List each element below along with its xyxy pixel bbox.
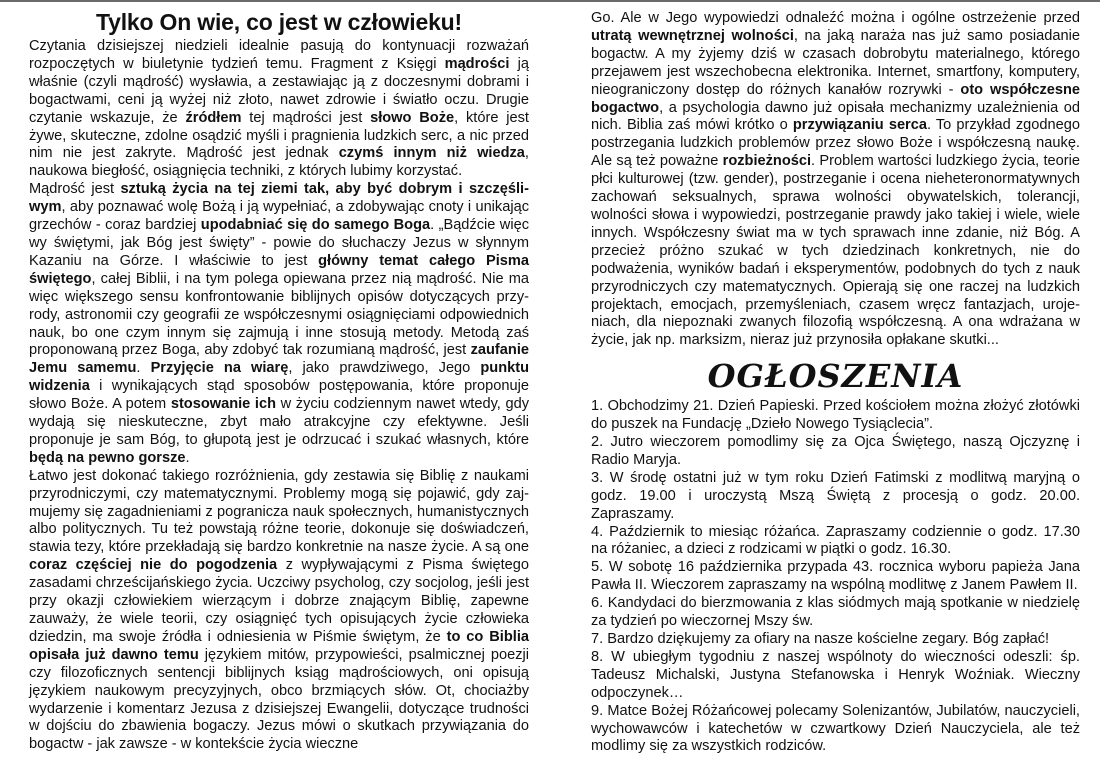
text-run: tej mądrości jest [241, 109, 371, 126]
emphasized-text: źródłem [185, 109, 242, 126]
announcement-item: 8. W ubiegłym tygodniu z naszej wspólnoty do wieczności odeszli: śp. Tadeusz Michalski, Justyna Stefanowska i Henryk Woźniak. Wieczny odpoczynek… [591, 648, 1080, 701]
article-paragraph [29, 181, 529, 468]
emphasized-text: mądrości [444, 55, 510, 72]
text-run: . Problem wartości ludzkiego życia, teorie płci kulturowej (tzw. gender), postrzeganie i ocena nieheteronormatywnych zachowań seksualnych, sprawa wolności obywatelskich, tolerancji, wolności słowa i wypowiedzi, postrzeganie prawdy jako takiej i wiele, wiele innych. Współczesny świat ma w tych sprawach inne zdanie, niż Bóg. A przecież próżno szukać w tych dziedzinach konkretnych, nie do podważenia, wyników badań i eksperymentów, podobnych do tych z nauk przyrodniczych czy matematycznych. Opierają się one raczej na ludzkich projektach, emocjach, przemyśleniach, czasem wręcz fantazjach, urojeniach, dla niepoznaki zwanych filozofią współczesną. A ona wdrażana w życie, jak np. marksizm, nieraz już przynosiła opłakane skutki... [591, 153, 1080, 349]
emphasized-text: utratą wewnętrznej wolności [591, 27, 794, 44]
emphasized-text: punktu widzenia [29, 360, 530, 395]
text-run: . [136, 360, 151, 377]
announcement-item: 2. Jutro wieczorem pomodlimy się za Ojca Świętego, naszą Ojczyznę i Radio Maryja. [591, 434, 1080, 468]
text-run: , całej Biblii, i na tym polega opiewana przez nią mądrość. Nie ma więc większego sensu konfrontowanie biblijnych opisów dotyczących przyrody, astronomii czy geografii ze współczesnymi osiągnięciami odpowiednich nauk, bo one czym innym się zajmują i inne stosują metody. Metodą zaś proponowaną przez Boga, aby zdobyć tak rozumianą mądrość, jest [29, 270, 529, 359]
announcement-item: 3. W środę ostatni już w tym roku Dzień Fatimski z modlitwą maryjną o godz. 19.00 i uroczystą Mszą Świętą z procesją o godz. 20.00. Zapraszamy. [591, 469, 1080, 522]
text-run: językiem mitów, przypowieści, psalmicznej poezji czy filozoficznych sentencji biblijnych ksiąg mądrościowych, oni opisują językiem naukowym precyzyjnych, obco brzmiących słów. Ot, chociażby wydarzenie i komentarz Jezusa z dzisiejszej Ewangelii, dotyczące trudności w dojściu do zbawienia bogaczy. Jezus mówi o skutkach przywiązania do bogactw - jak zawsze - w kontekście życia wieczne [29, 646, 530, 753]
emphasized-text: zaufanie Jemu samemu [29, 342, 529, 377]
article-paragraph [29, 468, 529, 755]
text-run: Łatwo jest dokonać takiego rozróżnienia, gdy zestawia się Biblię z naukami przyrodniczymi, czy matematycznymi. Problemy mogą się pojawić, gdy zajmujemy się zagadnieniami z pogranicza nauk społecznych, humanistycznych albo politycznych. Tu też powstają różne teorie, dokonuje się doświadczeń, stawia tezy, które przekładają się bardzo konkretnie na nasze życie. A są one [29, 467, 529, 556]
text-run: , aby poznawać wolę Bożą i ją wypełniać, a zdobywając cnoty i unikając grzechów - coraz bardziej [29, 199, 529, 234]
announcement-item: 9. Matce Bożej Różańcowej polecamy Solenizantów, Jubilatów, nauczycieli, wychowawców i katechetów w czwartkowy Dzień Nauczyciela, ale też modlimy się za wszystkich rodziców. [591, 702, 1080, 755]
text-run: . [185, 449, 190, 466]
article-body [29, 38, 529, 754]
emphasized-text: czymś innym niż wiedza [338, 145, 525, 162]
text-run: Go. Ale w Jego wypowiedzi odnaleźć można i ogólne ostrzeżenie przed [591, 10, 1080, 26]
emphasized-text: główny temat całego Pisma świętego [29, 252, 530, 287]
text-run: Czytania dzisiejszej niedzieli idealnie pasują do kontynuacji rozważań rozpoczętych w biuletynie tydzień temu. Fragment z Księgi [29, 38, 529, 72]
announcement-item: 5. W sobotę 16 października przypada 43. rocznica wyboru papieża Jana Pawła II. Wieczorem zapraszamy na wspólną modlitwę z Janem Pawłem II. [591, 559, 1080, 594]
text-run: , naukowa biegłość, osiągnięcia techniki, z których lubimy korzystać. [29, 145, 529, 180]
text-run: w życiu codziennym nawet wtedy, gdy wydają się nieskuteczne, zbyt mało atrakcyjne czy efektywne. Jeśli proponuje je sam Bóg, to głupotą jest je odrzucać i szukać własnych, które [29, 396, 529, 448]
announcements-list [591, 398, 1080, 756]
text-run: . „Bądźcie więc wy świętymi, jak Bóg jest święty” - powie do słuchaczy Jezus w słynnym Kazaniu na Górze. I właściwie to jest [29, 217, 529, 269]
text-run: , na jaką naraża nas już samo posiadanie bogactw. A my żyjemy dziś w czasach dobrobytu materialnego, którego przejawem jest wszechobecna elektronika. Internet, smartfony, komputery, nieograniczony dostęp do różnych kanałów rozrywki - [591, 27, 1080, 98]
article-title: Tylko On wie, co jest w człowieku! [96, 9, 462, 35]
text-run: , jako prawdziwego, Jego [288, 360, 481, 377]
emphasized-text: przywiązaniu serca [792, 117, 927, 134]
left-column [0, 2, 550, 778]
emphasized-text: stosowanie ich [170, 396, 277, 413]
bulletin-page [0, 2, 1100, 778]
announcement-item: 1. Obchodzimy 21. Dzień Papieski. Przed kościołem można złożyć złotówki do puszek na Fundację „Dzieło Nowego Tysiąclecia”. [591, 398, 1080, 433]
emphasized-text: upodabniać się do samego Boga [200, 217, 431, 234]
emphasized-text: słowo Boże [370, 109, 455, 126]
emphasized-text: będą na pewno gorsze [29, 449, 186, 466]
emphasized-text: oto współczesne bogactwo [591, 81, 1081, 116]
emphasized-text: rozbieżności [722, 153, 812, 170]
right-column [550, 2, 1100, 778]
announcement-item: 4. Październik to miesiąc różańca. Zapraszamy codziennie o godz. 17.30 na różaniec, a dzieci z rodzicami w piątki o godz. 16.30. [591, 523, 1080, 558]
emphasized-text: to co Biblia opisała już dawno temu [29, 628, 529, 663]
announcements-title: OGŁOSZENIA [707, 357, 964, 396]
emphasized-text: sztuką życia na tej ziemi tak, aby być dobrym i szczęśliwym [29, 181, 529, 216]
text-run: . To przykład zgodnego postrzegania ludzkich problemów przez słowo Boże i współczesną naukę. Ale są też poważne [591, 117, 1080, 170]
text-run: ją właśnie (czyli mądrość) wysławia, a zestawiając ją z doczesnymi dobrami i bogactwami, ceni ją wyżej niż złoto, nawet zdrowie i światło oczu. Drugie czytanie wskazuje, że [29, 55, 529, 126]
announcement-item: 7. Bardzo dziękujemy za ofiary na nasze kościelne zegary. Bóg zapłać! [591, 631, 1050, 647]
article-paragraph [591, 10, 1080, 350]
text-run: , które jest żywe, skuteczne, zdolne osądzić myśli i pragnienia ludzkich serc, a nic przed nim nie jest zakryte. Mądrość jest jednak [29, 109, 529, 162]
text-run: Mądrość jest [29, 181, 121, 198]
text-run: , a psychologia dawno już opisała mechanizmy uzależnienia od nich. Biblia zaś mówi krótko o [591, 99, 1080, 134]
emphasized-text: coraz częściej nie do pogodzenia [29, 557, 278, 574]
article-continuation [591, 10, 1080, 350]
announcement-item: 6. Kandydaci do bierzmowania z klas siódmych mają spotkanie w niedzielę za tydzień po wieczornej Mszy św. [591, 595, 1080, 630]
text-run: z wypływającymi z Pisma świętego zasadami chrześcijańskiego życia. Uczciwy psycholog, czy socjolog, jeśli jest przy okazji człowiekiem wierzącym i dobrze znającym Biblię, zapewne zauważy, że wiele teorii, czy osiągnięć tych opisujących życie człowieka dziedzin, ma swoje źródła i odniesienia w Piśmie świętym, że [29, 557, 529, 645]
emphasized-text: Przyjęcie na wiarę [150, 360, 289, 377]
article-paragraph [29, 38, 529, 181]
text-run: i wynikających stąd sposobów postępowania, które proponuje słowo Boże. A potem [29, 378, 529, 413]
